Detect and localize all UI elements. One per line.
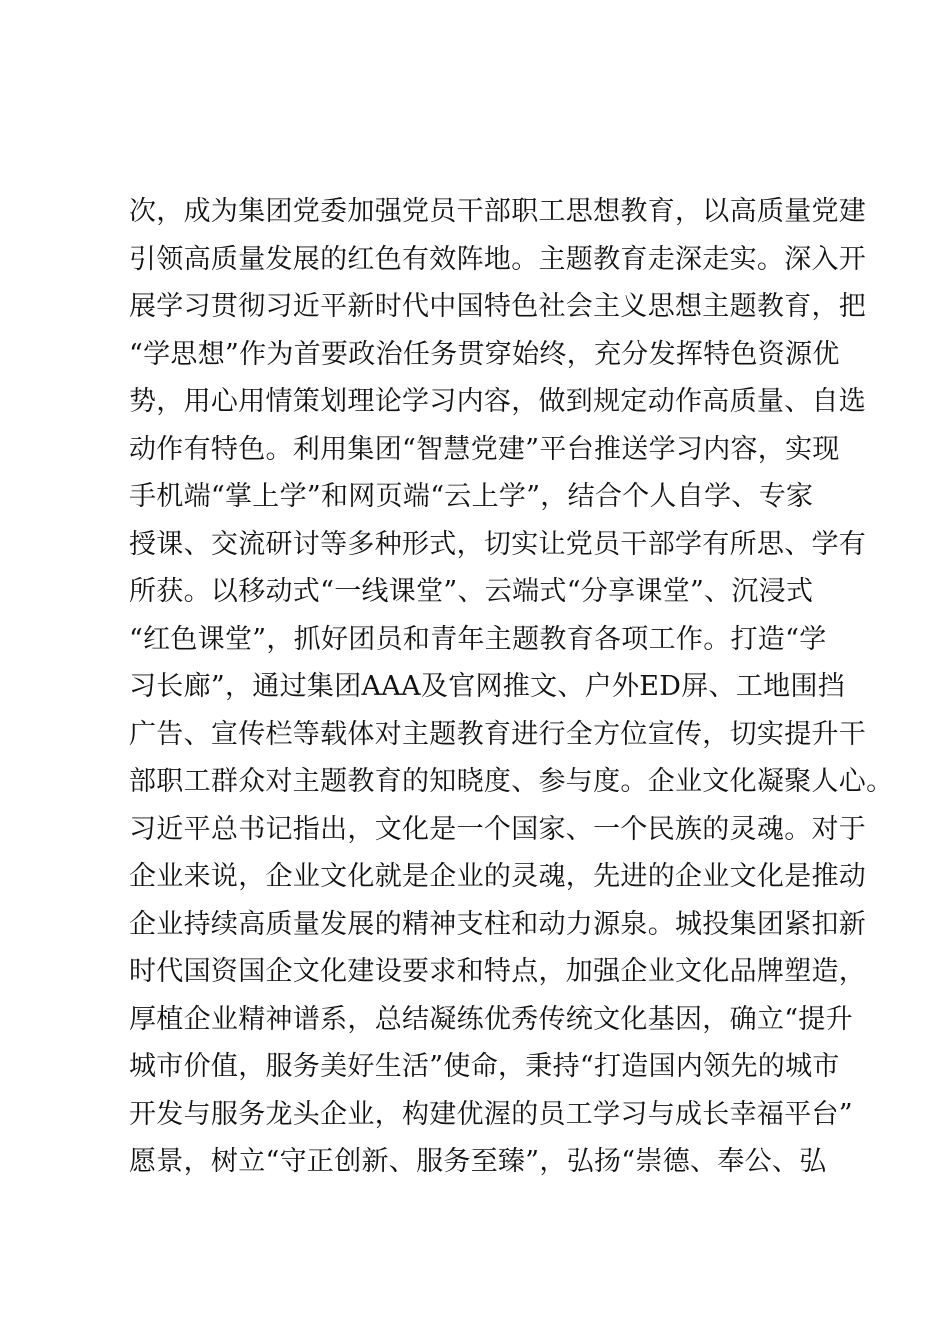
text-line-21: 愿景，树立“守正创新、服务至臻”，弘扬“崇德、奉公、弘: [129, 1146, 827, 1177]
text-line-10: “红色课堂”，抓好团员和青年主题教育各项工作。打造“学: [129, 623, 827, 655]
text-line-5: 势，用心用情策划理论学习内容，做到规定动作高质量、自选: [129, 386, 867, 417]
text-line-13: 部职工群众对主题教育的知晓度、参与度。企业文化凝聚人心。: [129, 766, 894, 797]
text-line-16: 企业持续高质量发展的精神支柱和动力源泉。城投集团紧扣新: [129, 908, 867, 940]
text-line-1: 次，成为集团党委加强党员干部职工思想教育，以高质量党建: [129, 196, 867, 227]
text-line-7: 手机端“掌上学”和网页端“云上学”，结合个人自学、专家: [129, 481, 814, 512]
text-line-2: 引领高质量发展的红色有效阵地。主题教育走深走实。深入开: [129, 243, 867, 275]
body-text: [129, 188, 894, 1186]
text-line-4: “学思想”作为首要政治任务贯穿始终，充分发挥特色资源优: [129, 338, 840, 370]
text-line-11: 习长廊”，通过集团AAA及官网推文、户外ED屏、工地围挡: [129, 671, 846, 702]
text-line-9: 所获。以移动式“一线课堂”、云端式“分享课堂”、沉浸式: [129, 576, 814, 607]
text-line-8: 授课、交流研讨等多种形式，切实让党员干部学有所思、学有: [129, 528, 867, 560]
text-line-18: 厚植企业精神谱系，总结凝练优秀传统文化基因，确立“提升: [129, 1003, 853, 1035]
text-line-14: 习近平总书记指出，文化是一个国家、一个民族的灵魂。对于: [129, 813, 867, 845]
text-line-15: 企业来说，企业文化就是企业的灵魂，先进的企业文化是推动: [129, 861, 867, 892]
text-line-19: 城市价值，服务美好生活”使命，秉持“打造国内领先的城市: [129, 1051, 840, 1082]
text-line-3: 展学习贯彻习近平新时代中国特色社会主义思想主题教育，把: [129, 291, 867, 322]
text-line-20: 开发与服务龙头企业，构建优渥的员工学习与成长幸福平台”: [129, 1098, 853, 1130]
text-line-17: 时代国资国企文化建设要求和特点，加强企业文化品牌塑造，: [129, 956, 867, 987]
text-line-6: 动作有特色。利用集团“智慧党建”平台推送学习内容，实现: [129, 433, 840, 465]
text-line-12: 广告、宣传栏等载体对主题教育进行全方位宣传，切实提升干: [129, 718, 867, 750]
